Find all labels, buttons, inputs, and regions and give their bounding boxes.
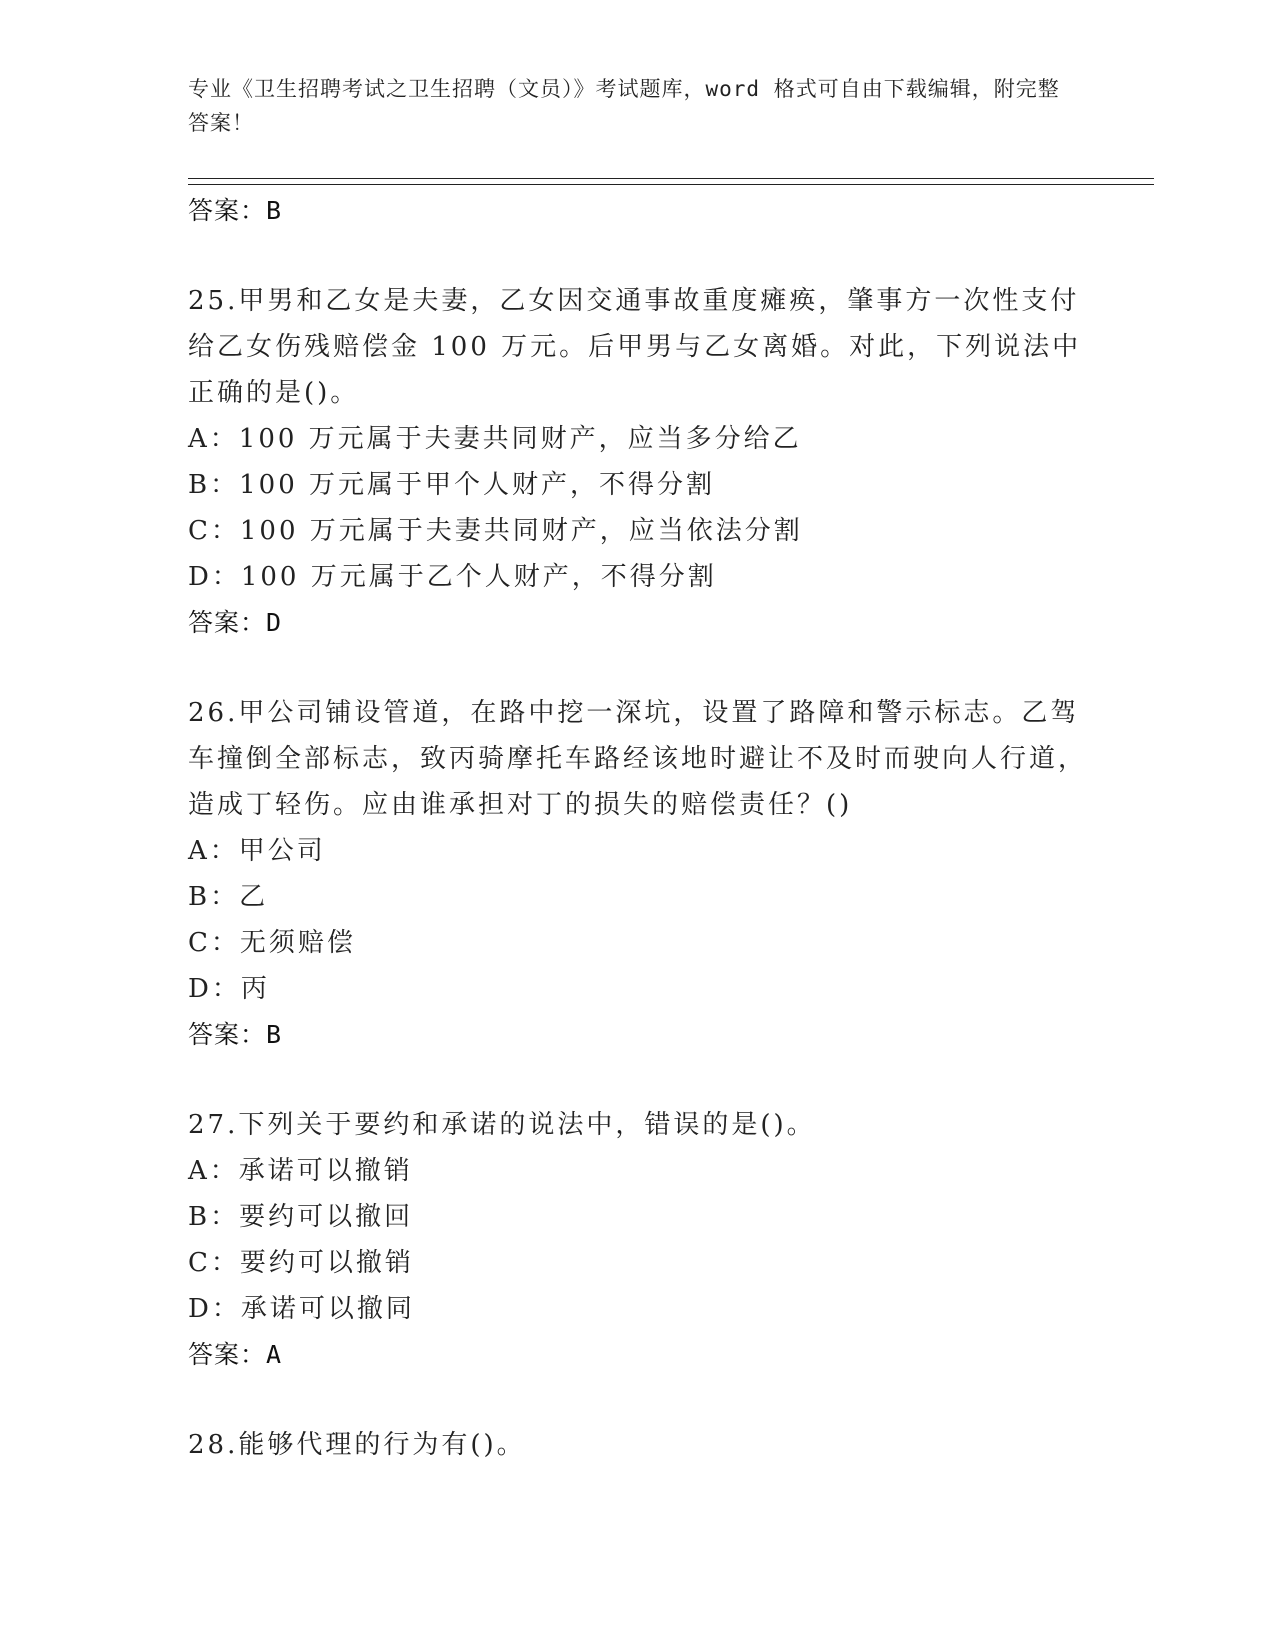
answer-text: 答案：B bbox=[188, 196, 283, 225]
spacer bbox=[188, 1378, 1088, 1422]
document-header: 专业《卫生招聘考试之卫生招聘（文员）》考试题库，word 格式可自由下载编辑，附完整答案！ bbox=[188, 77, 1060, 135]
spacer bbox=[188, 646, 1088, 690]
question-text: 25.甲男和乙女是夫妻，乙女因交通事故重度瘫痪，肇事方一次性支付给乙女伤残赔偿金 100 万元。后甲男与乙女离婚。对此，下列说法中正确的是()。 bbox=[188, 286, 1082, 408]
option-b: B：要约可以撤回 bbox=[188, 1202, 414, 1232]
option-d: D：丙 bbox=[188, 974, 270, 1004]
option-c: C：要约可以撤销 bbox=[188, 1248, 414, 1278]
option-c: C：100 万元属于夫妻共同财产，应当依法分割 bbox=[188, 516, 803, 546]
question-block bbox=[188, 690, 1088, 1058]
question-block bbox=[188, 278, 1088, 646]
question-list bbox=[188, 188, 1088, 1468]
option-d: D：100 万元属于乙个人财产，不得分割 bbox=[188, 562, 717, 592]
option-c: C：无须赔偿 bbox=[188, 928, 356, 958]
option-a: A：100 万元属于夫妻共同财产，应当多分给乙 bbox=[188, 424, 802, 454]
header-divider bbox=[188, 178, 1154, 185]
spacer bbox=[188, 1058, 1088, 1102]
question-text: 27.下列关于要约和承诺的说法中，错误的是()。 bbox=[188, 1110, 816, 1140]
answer-text: 答案：B bbox=[188, 1020, 283, 1049]
spacer bbox=[188, 234, 1088, 278]
answer-text: 答案：A bbox=[188, 1340, 283, 1369]
option-b: B：乙 bbox=[188, 882, 269, 912]
question-block bbox=[188, 1102, 1088, 1378]
answer-text: 答案：D bbox=[188, 608, 283, 637]
option-b: B：100 万元属于甲个人财产，不得分割 bbox=[188, 470, 715, 500]
question-text: 26.甲公司铺设管道，在路中挖一深坑，设置了路障和警示标志。乙驾车撞倒全部标志，致丙骑摩托车路经该地时避让不及时而驶向人行道，造成丁轻伤。应由谁承担对丁的损失的赔偿责任？() bbox=[188, 698, 1088, 820]
question-block bbox=[188, 188, 1088, 234]
question-text: 28.能够代理的行为有()。 bbox=[188, 1430, 526, 1460]
option-d: D：承诺可以撤同 bbox=[188, 1294, 415, 1324]
option-a: A：承诺可以撤销 bbox=[188, 1156, 413, 1186]
question-block bbox=[188, 1422, 1088, 1468]
option-a: A：甲公司 bbox=[188, 836, 326, 866]
